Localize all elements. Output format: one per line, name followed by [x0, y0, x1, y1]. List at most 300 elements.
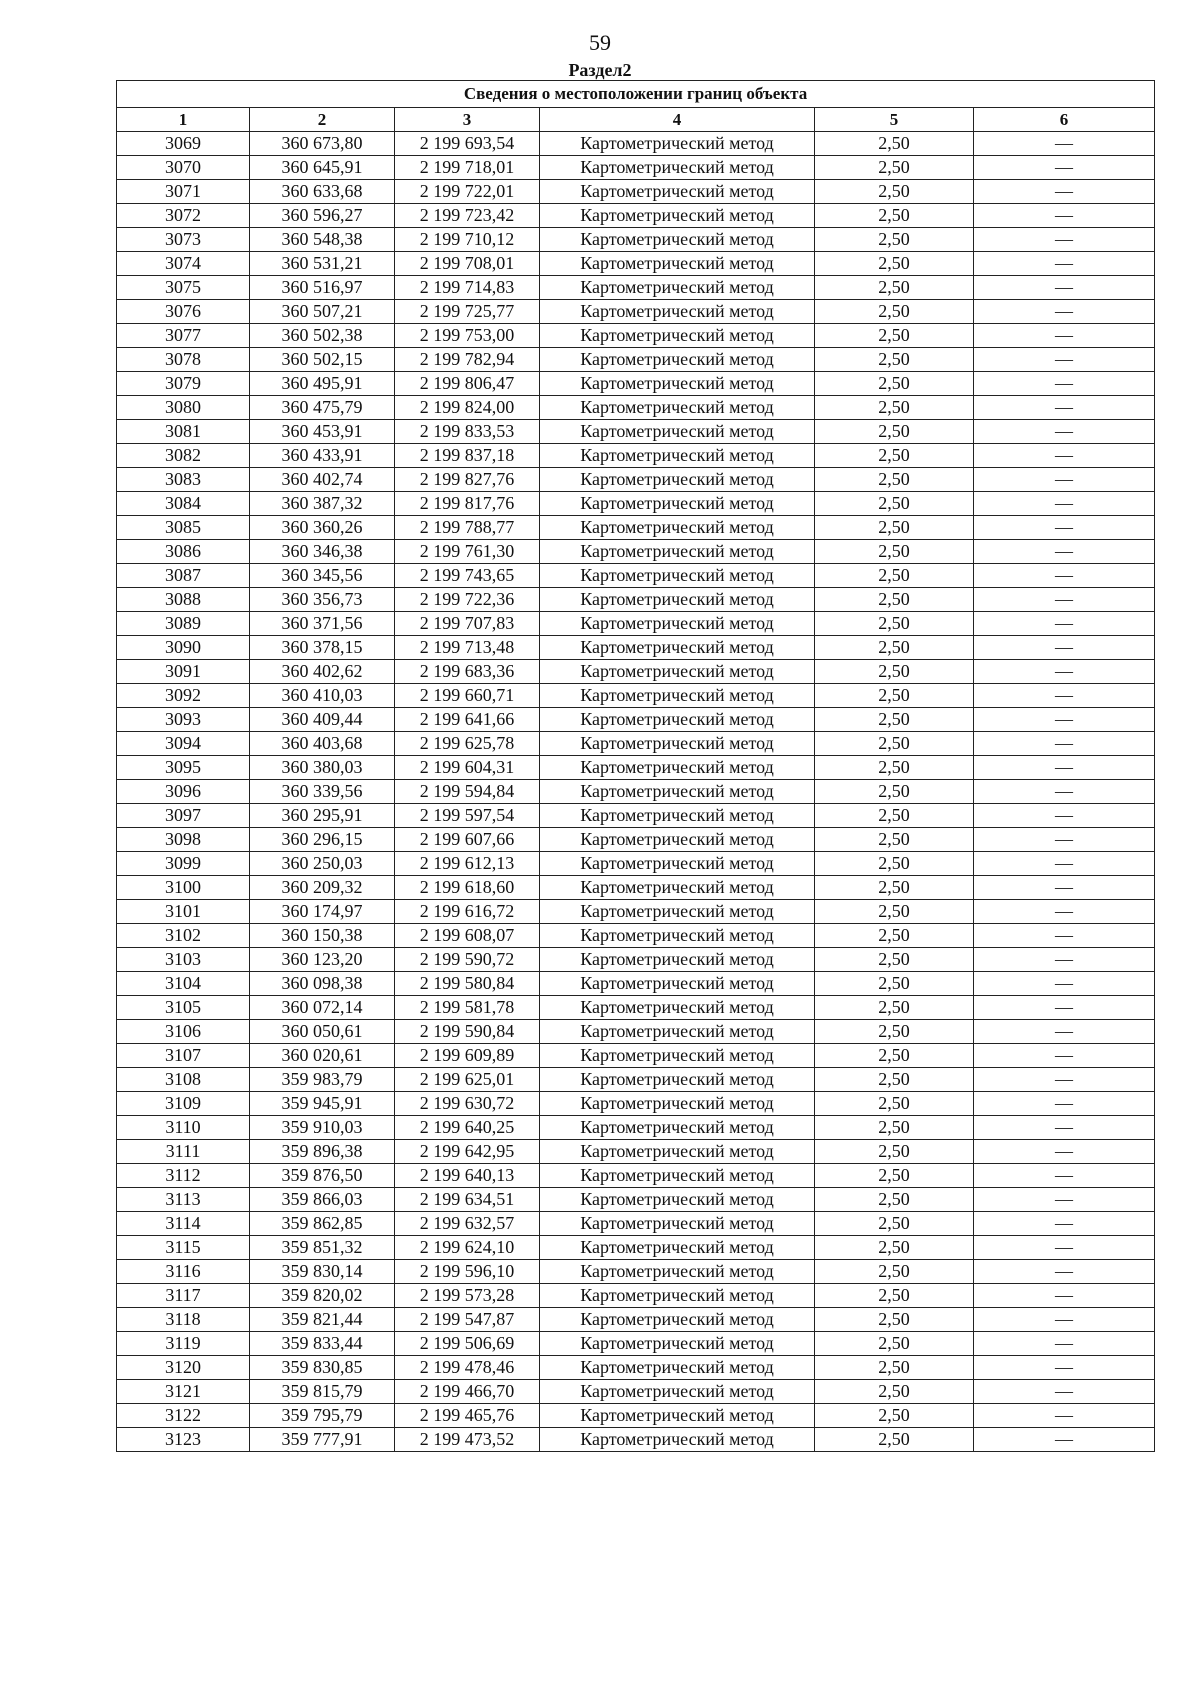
y-coordinate-cell: 2 199 625,78	[395, 732, 540, 756]
precision-cell: 2,50	[815, 348, 974, 372]
method-cell: Картометрический метод	[540, 1356, 815, 1380]
point-number-cell: 3087	[117, 564, 250, 588]
x-coordinate-cell: 360 371,56	[250, 612, 395, 636]
point-number-cell: 3098	[117, 828, 250, 852]
y-coordinate-cell: 2 199 761,30	[395, 540, 540, 564]
point-number-cell: 3069	[117, 132, 250, 156]
method-cell: Картометрический метод	[540, 876, 815, 900]
precision-cell: 2,50	[815, 180, 974, 204]
note-cell: —	[974, 708, 1155, 732]
precision-cell: 2,50	[815, 996, 974, 1020]
note-cell: —	[974, 1020, 1155, 1044]
method-cell: Картометрический метод	[540, 1260, 815, 1284]
precision-cell: 2,50	[815, 660, 974, 684]
point-number-cell: 3109	[117, 1092, 250, 1116]
precision-cell: 2,50	[815, 852, 974, 876]
column-header-5: 5	[815, 108, 974, 132]
table-row	[117, 348, 1155, 372]
x-coordinate-cell: 359 833,44	[250, 1332, 395, 1356]
method-cell: Картометрический метод	[540, 396, 815, 420]
point-number-cell: 3092	[117, 684, 250, 708]
point-number-cell: 3091	[117, 660, 250, 684]
note-cell: —	[974, 396, 1155, 420]
x-coordinate-cell: 360 409,44	[250, 708, 395, 732]
y-coordinate-cell: 2 199 725,77	[395, 300, 540, 324]
note-cell: —	[974, 564, 1155, 588]
point-number-cell: 3114	[117, 1212, 250, 1236]
point-number-cell: 3077	[117, 324, 250, 348]
y-coordinate-cell: 2 199 722,01	[395, 180, 540, 204]
table-row	[117, 1404, 1155, 1428]
x-coordinate-cell: 360 645,91	[250, 156, 395, 180]
note-cell: —	[974, 660, 1155, 684]
precision-cell: 2,50	[815, 132, 974, 156]
precision-cell: 2,50	[815, 684, 974, 708]
y-coordinate-cell: 2 199 782,94	[395, 348, 540, 372]
y-coordinate-cell: 2 199 596,10	[395, 1260, 540, 1284]
x-coordinate-cell: 360 402,74	[250, 468, 395, 492]
method-cell: Картометрический метод	[540, 348, 815, 372]
precision-cell: 2,50	[815, 1092, 974, 1116]
x-coordinate-cell: 359 777,91	[250, 1428, 395, 1452]
y-coordinate-cell: 2 199 597,54	[395, 804, 540, 828]
table-row	[117, 900, 1155, 924]
x-coordinate-cell: 360 387,32	[250, 492, 395, 516]
coordinates-table	[116, 80, 1155, 1452]
table-row	[117, 276, 1155, 300]
point-number-cell: 3106	[117, 1020, 250, 1044]
method-cell: Картометрический метод	[540, 588, 815, 612]
point-number-cell: 3082	[117, 444, 250, 468]
precision-cell: 2,50	[815, 1212, 974, 1236]
x-coordinate-cell: 359 830,85	[250, 1356, 395, 1380]
note-cell: —	[974, 1092, 1155, 1116]
note-cell: —	[974, 156, 1155, 180]
note-cell: —	[974, 924, 1155, 948]
x-coordinate-cell: 360 380,03	[250, 756, 395, 780]
x-coordinate-cell: 360 410,03	[250, 684, 395, 708]
section-title: Раздел2	[568, 60, 632, 80]
table-row	[117, 396, 1155, 420]
note-cell: —	[974, 1044, 1155, 1068]
precision-cell: 2,50	[815, 396, 974, 420]
table-row	[117, 1092, 1155, 1116]
y-coordinate-cell: 2 199 616,72	[395, 900, 540, 924]
method-cell: Картометрический метод	[540, 900, 815, 924]
method-cell: Картометрический метод	[540, 492, 815, 516]
method-cell: Картометрический метод	[540, 612, 815, 636]
x-coordinate-cell: 360 050,61	[250, 1020, 395, 1044]
note-cell: —	[974, 516, 1155, 540]
table-row	[117, 684, 1155, 708]
method-cell: Картометрический метод	[540, 636, 815, 660]
note-cell: —	[974, 228, 1155, 252]
point-number-cell: 3078	[117, 348, 250, 372]
precision-cell: 2,50	[815, 804, 974, 828]
y-coordinate-cell: 2 199 590,84	[395, 1020, 540, 1044]
method-cell: Картометрический метод	[540, 516, 815, 540]
point-number-cell: 3101	[117, 900, 250, 924]
table-row	[117, 324, 1155, 348]
precision-cell: 2,50	[815, 276, 974, 300]
y-coordinate-cell: 2 199 641,66	[395, 708, 540, 732]
point-number-cell: 3097	[117, 804, 250, 828]
y-coordinate-cell: 2 199 581,78	[395, 996, 540, 1020]
y-coordinate-cell: 2 199 594,84	[395, 780, 540, 804]
note-cell: —	[974, 540, 1155, 564]
precision-cell: 2,50	[815, 780, 974, 804]
method-cell: Картометрический метод	[540, 204, 815, 228]
note-cell: —	[974, 444, 1155, 468]
table-row	[117, 132, 1155, 156]
table-row	[117, 420, 1155, 444]
note-cell: —	[974, 300, 1155, 324]
note-cell: —	[974, 804, 1155, 828]
y-coordinate-cell: 2 199 683,36	[395, 660, 540, 684]
table-row	[117, 1260, 1155, 1284]
x-coordinate-cell: 360 502,38	[250, 324, 395, 348]
x-coordinate-cell: 360 453,91	[250, 420, 395, 444]
y-coordinate-cell: 2 199 640,25	[395, 1116, 540, 1140]
x-coordinate-cell: 359 820,02	[250, 1284, 395, 1308]
y-coordinate-cell: 2 199 817,76	[395, 492, 540, 516]
method-cell: Картометрический метод	[540, 828, 815, 852]
table-row	[117, 636, 1155, 660]
method-cell: Картометрический метод	[540, 1380, 815, 1404]
note-cell: —	[974, 372, 1155, 396]
precision-cell: 2,50	[815, 756, 974, 780]
table-row	[117, 732, 1155, 756]
precision-cell: 2,50	[815, 636, 974, 660]
table-row	[117, 708, 1155, 732]
precision-cell: 2,50	[815, 1404, 974, 1428]
point-number-cell: 3095	[117, 756, 250, 780]
method-cell: Картометрический метод	[540, 228, 815, 252]
note-cell: —	[974, 492, 1155, 516]
table-row	[117, 204, 1155, 228]
table-row	[117, 1356, 1155, 1380]
x-coordinate-cell: 359 851,32	[250, 1236, 395, 1260]
note-cell: —	[974, 252, 1155, 276]
note-cell: —	[974, 1428, 1155, 1452]
point-number-cell: 3100	[117, 876, 250, 900]
x-coordinate-cell: 359 983,79	[250, 1068, 395, 1092]
point-number-cell: 3074	[117, 252, 250, 276]
table-row	[117, 156, 1155, 180]
point-number-cell: 3121	[117, 1380, 250, 1404]
method-cell: Картометрический метод	[540, 1332, 815, 1356]
point-number-cell: 3118	[117, 1308, 250, 1332]
note-cell: —	[974, 1236, 1155, 1260]
y-coordinate-cell: 2 199 693,54	[395, 132, 540, 156]
table-row	[117, 372, 1155, 396]
precision-cell: 2,50	[815, 1020, 974, 1044]
table-row	[117, 924, 1155, 948]
y-coordinate-cell: 2 199 708,01	[395, 252, 540, 276]
x-coordinate-cell: 359 830,14	[250, 1260, 395, 1284]
note-cell: —	[974, 1356, 1155, 1380]
x-coordinate-cell: 360 020,61	[250, 1044, 395, 1068]
note-cell: —	[974, 588, 1155, 612]
table-row	[117, 780, 1155, 804]
precision-cell: 2,50	[815, 540, 974, 564]
method-cell: Картометрический метод	[540, 156, 815, 180]
x-coordinate-cell: 360 433,91	[250, 444, 395, 468]
method-cell: Картометрический метод	[540, 780, 815, 804]
table-row	[117, 516, 1155, 540]
y-coordinate-cell: 2 199 547,87	[395, 1308, 540, 1332]
y-coordinate-cell: 2 199 660,71	[395, 684, 540, 708]
y-coordinate-cell: 2 199 723,42	[395, 204, 540, 228]
y-coordinate-cell: 2 199 806,47	[395, 372, 540, 396]
point-number-cell: 3116	[117, 1260, 250, 1284]
note-cell: —	[974, 996, 1155, 1020]
x-coordinate-cell: 360 633,68	[250, 180, 395, 204]
x-coordinate-cell: 359 821,44	[250, 1308, 395, 1332]
note-cell: —	[974, 636, 1155, 660]
precision-cell: 2,50	[815, 564, 974, 588]
y-coordinate-cell: 2 199 625,01	[395, 1068, 540, 1092]
y-coordinate-cell: 2 199 478,46	[395, 1356, 540, 1380]
table-row	[117, 180, 1155, 204]
y-coordinate-cell: 2 199 753,00	[395, 324, 540, 348]
precision-cell: 2,50	[815, 972, 974, 996]
note-cell: —	[974, 1140, 1155, 1164]
x-coordinate-cell: 360 209,32	[250, 876, 395, 900]
table-row	[117, 1212, 1155, 1236]
table-row	[117, 1428, 1155, 1452]
y-coordinate-cell: 2 199 607,66	[395, 828, 540, 852]
method-cell: Картометрический метод	[540, 1236, 815, 1260]
column-header-4: 4	[540, 108, 815, 132]
point-number-cell: 3117	[117, 1284, 250, 1308]
x-coordinate-cell: 360 548,38	[250, 228, 395, 252]
note-cell: —	[974, 1212, 1155, 1236]
method-cell: Картометрический метод	[540, 756, 815, 780]
precision-cell: 2,50	[815, 228, 974, 252]
table-row	[117, 1020, 1155, 1044]
table-row	[117, 1308, 1155, 1332]
y-coordinate-cell: 2 199 630,72	[395, 1092, 540, 1116]
precision-cell: 2,50	[815, 1428, 974, 1452]
precision-cell: 2,50	[815, 924, 974, 948]
precision-cell: 2,50	[815, 876, 974, 900]
table-row	[117, 876, 1155, 900]
precision-cell: 2,50	[815, 1188, 974, 1212]
table-row	[117, 1332, 1155, 1356]
point-number-cell: 3075	[117, 276, 250, 300]
point-number-cell: 3090	[117, 636, 250, 660]
y-coordinate-cell: 2 199 827,76	[395, 468, 540, 492]
method-cell: Картометрический метод	[540, 732, 815, 756]
table-row	[117, 228, 1155, 252]
table-row	[117, 852, 1155, 876]
method-cell: Картометрический метод	[540, 1140, 815, 1164]
x-coordinate-cell: 360 346,38	[250, 540, 395, 564]
precision-cell: 2,50	[815, 1356, 974, 1380]
point-number-cell: 3104	[117, 972, 250, 996]
y-coordinate-cell: 2 199 473,52	[395, 1428, 540, 1452]
x-coordinate-cell: 360 295,91	[250, 804, 395, 828]
note-cell: —	[974, 1380, 1155, 1404]
precision-cell: 2,50	[815, 372, 974, 396]
x-coordinate-cell: 360 502,15	[250, 348, 395, 372]
point-number-cell: 3113	[117, 1188, 250, 1212]
y-coordinate-cell: 2 199 632,57	[395, 1212, 540, 1236]
method-cell: Картометрический метод	[540, 1164, 815, 1188]
point-number-cell: 3089	[117, 612, 250, 636]
method-cell: Картометрический метод	[540, 1428, 815, 1452]
table-row	[117, 660, 1155, 684]
table-row	[117, 1044, 1155, 1068]
method-cell: Картометрический метод	[540, 684, 815, 708]
y-coordinate-cell: 2 199 743,65	[395, 564, 540, 588]
point-number-cell: 3072	[117, 204, 250, 228]
point-number-cell: 3103	[117, 948, 250, 972]
method-cell: Картометрический метод	[540, 972, 815, 996]
precision-cell: 2,50	[815, 1140, 974, 1164]
point-number-cell: 3115	[117, 1236, 250, 1260]
precision-cell: 2,50	[815, 828, 974, 852]
x-coordinate-cell: 360 360,26	[250, 516, 395, 540]
precision-cell: 2,50	[815, 1116, 974, 1140]
table-row	[117, 1164, 1155, 1188]
point-number-cell: 3085	[117, 516, 250, 540]
column-header-6: 6	[974, 108, 1155, 132]
table-caption: Сведения о местоположении границ объекта	[117, 81, 1155, 108]
x-coordinate-cell: 360 596,27	[250, 204, 395, 228]
point-number-cell: 3119	[117, 1332, 250, 1356]
precision-cell: 2,50	[815, 324, 974, 348]
method-cell: Картометрический метод	[540, 180, 815, 204]
point-number-cell: 3112	[117, 1164, 250, 1188]
table-row	[117, 972, 1155, 996]
y-coordinate-cell: 2 199 466,70	[395, 1380, 540, 1404]
table-row	[117, 492, 1155, 516]
method-cell: Картометрический метод	[540, 996, 815, 1020]
precision-cell: 2,50	[815, 1308, 974, 1332]
note-cell: —	[974, 780, 1155, 804]
method-cell: Картометрический метод	[540, 1212, 815, 1236]
note-cell: —	[974, 468, 1155, 492]
method-cell: Картометрический метод	[540, 804, 815, 828]
method-cell: Картометрический метод	[540, 420, 815, 444]
precision-cell: 2,50	[815, 708, 974, 732]
x-coordinate-cell: 359 866,03	[250, 1188, 395, 1212]
y-coordinate-cell: 2 199 465,76	[395, 1404, 540, 1428]
precision-cell: 2,50	[815, 1164, 974, 1188]
point-number-cell: 3122	[117, 1404, 250, 1428]
table-row	[117, 756, 1155, 780]
precision-cell: 2,50	[815, 900, 974, 924]
note-cell: —	[974, 1188, 1155, 1212]
note-cell: —	[974, 732, 1155, 756]
precision-cell: 2,50	[815, 1068, 974, 1092]
point-number-cell: 3088	[117, 588, 250, 612]
precision-cell: 2,50	[815, 516, 974, 540]
note-cell: —	[974, 1332, 1155, 1356]
table-body	[117, 132, 1155, 1452]
table-row	[117, 1380, 1155, 1404]
note-cell: —	[974, 324, 1155, 348]
point-number-cell: 3094	[117, 732, 250, 756]
method-cell: Картометрический метод	[540, 468, 815, 492]
y-coordinate-cell: 2 199 506,69	[395, 1332, 540, 1356]
y-coordinate-cell: 2 199 710,12	[395, 228, 540, 252]
method-cell: Картометрический метод	[540, 1116, 815, 1140]
x-coordinate-cell: 360 507,21	[250, 300, 395, 324]
x-coordinate-cell: 360 123,20	[250, 948, 395, 972]
precision-cell: 2,50	[815, 468, 974, 492]
point-number-cell: 3102	[117, 924, 250, 948]
precision-cell: 2,50	[815, 612, 974, 636]
x-coordinate-cell: 360 296,15	[250, 828, 395, 852]
x-coordinate-cell: 360 356,73	[250, 588, 395, 612]
column-header-2: 2	[250, 108, 395, 132]
point-number-cell: 3071	[117, 180, 250, 204]
precision-cell: 2,50	[815, 1236, 974, 1260]
table-row	[117, 804, 1155, 828]
point-number-cell: 3108	[117, 1068, 250, 1092]
method-cell: Картометрический метод	[540, 300, 815, 324]
note-cell: —	[974, 612, 1155, 636]
y-coordinate-cell: 2 199 837,18	[395, 444, 540, 468]
precision-cell: 2,50	[815, 252, 974, 276]
table-row	[117, 1284, 1155, 1308]
method-cell: Картометрический метод	[540, 564, 815, 588]
x-coordinate-cell: 360 673,80	[250, 132, 395, 156]
y-coordinate-cell: 2 199 634,51	[395, 1188, 540, 1212]
x-coordinate-cell: 360 098,38	[250, 972, 395, 996]
note-cell: —	[974, 852, 1155, 876]
method-cell: Картометрический метод	[540, 852, 815, 876]
point-number-cell: 3070	[117, 156, 250, 180]
precision-cell: 2,50	[815, 948, 974, 972]
table-row	[117, 588, 1155, 612]
precision-cell: 2,50	[815, 1044, 974, 1068]
method-cell: Картометрический метод	[540, 444, 815, 468]
method-cell: Картометрический метод	[540, 924, 815, 948]
note-cell: —	[974, 1116, 1155, 1140]
page-number: 59	[589, 30, 611, 55]
point-number-cell: 3105	[117, 996, 250, 1020]
x-coordinate-cell: 360 150,38	[250, 924, 395, 948]
x-coordinate-cell: 360 345,56	[250, 564, 395, 588]
note-cell: —	[974, 684, 1155, 708]
y-coordinate-cell: 2 199 642,95	[395, 1140, 540, 1164]
y-coordinate-cell: 2 199 713,48	[395, 636, 540, 660]
x-coordinate-cell: 359 876,50	[250, 1164, 395, 1188]
point-number-cell: 3123	[117, 1428, 250, 1452]
note-cell: —	[974, 1404, 1155, 1428]
note-cell: —	[974, 348, 1155, 372]
x-coordinate-cell: 359 862,85	[250, 1212, 395, 1236]
y-coordinate-cell: 2 199 824,00	[395, 396, 540, 420]
point-number-cell: 3086	[117, 540, 250, 564]
point-number-cell: 3093	[117, 708, 250, 732]
point-number-cell: 3083	[117, 468, 250, 492]
table-row	[117, 300, 1155, 324]
x-coordinate-cell: 360 339,56	[250, 780, 395, 804]
column-header-1: 1	[117, 108, 250, 132]
y-coordinate-cell: 2 199 608,07	[395, 924, 540, 948]
note-cell: —	[974, 948, 1155, 972]
point-number-cell: 3073	[117, 228, 250, 252]
note-cell: —	[974, 1308, 1155, 1332]
x-coordinate-cell: 360 403,68	[250, 732, 395, 756]
point-number-cell: 3099	[117, 852, 250, 876]
x-coordinate-cell: 360 516,97	[250, 276, 395, 300]
